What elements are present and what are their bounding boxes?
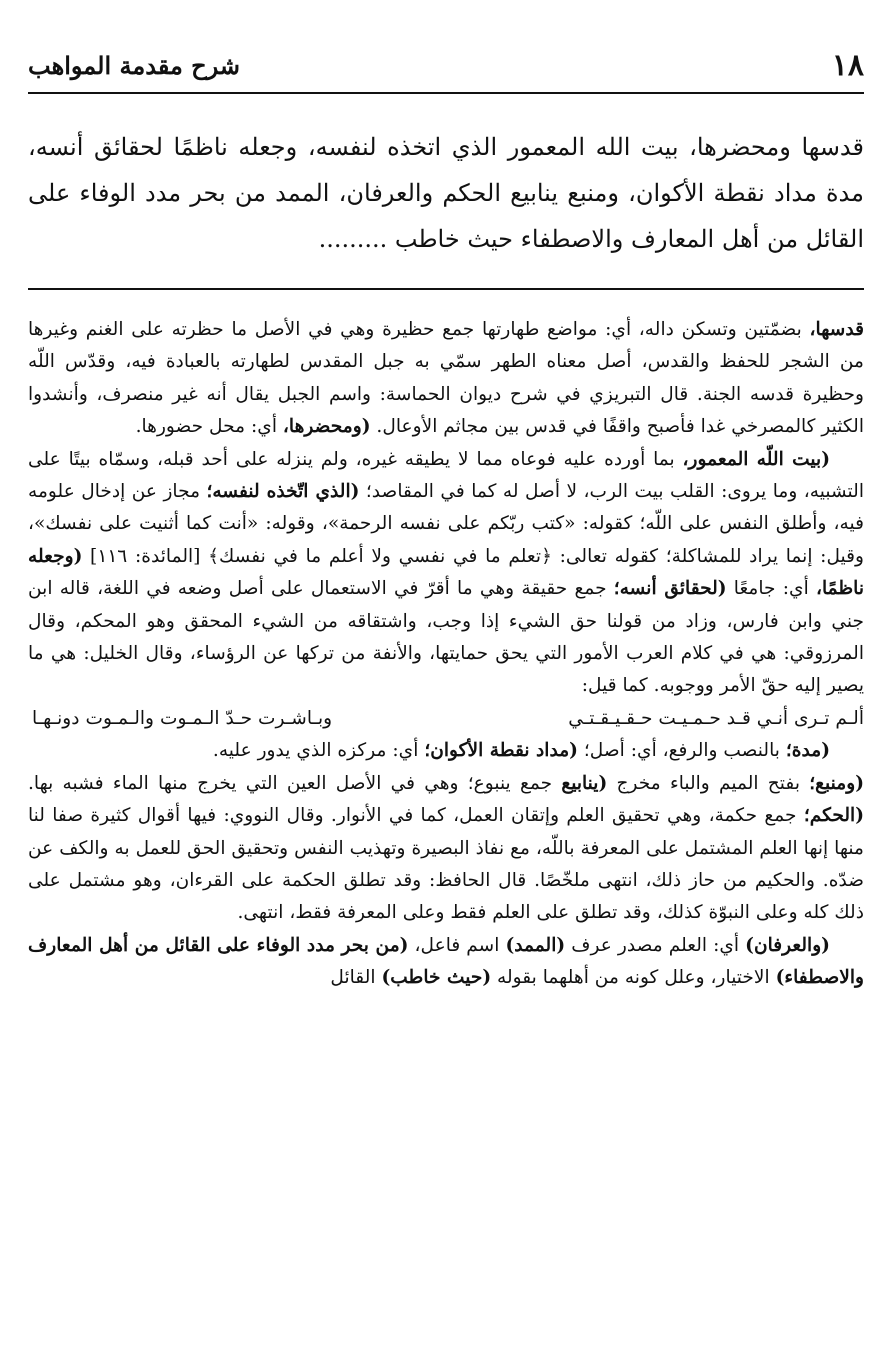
lemma: (ينابيع <box>561 772 608 794</box>
commentary-text: الاختيار، وعلل كونه من أهلهما بقوله <box>491 967 776 989</box>
commentary-paragraph <box>28 444 864 703</box>
commentary-text: أي: العلم مصدر عرف <box>565 934 746 956</box>
commentary-text: مجاز عن إدخال علومه فيه، وأطلق النفس على اللّه؛ كقوله: «كتب ربّكم على نفسه الرحمة»، وقوله: «أنت كما أثنيت على نفسك»، وقيل: إنما يراد للمشاكلة؛ كقوله تعالى: ﴿تعلم ما في نفسي ولا أعلم ما في نفسك﴾ [المائدة: ١١٦] <box>28 481 865 567</box>
page-header <box>28 36 864 86</box>
running-title: شرح مقدمة المواهب <box>28 51 241 80</box>
lemma: (الممد) <box>505 934 566 956</box>
main-text <box>28 124 864 262</box>
commentary-text: جمع ينبوع؛ وهي في الأصل العين التي يخرج منها الماء فشبه بها. <box>28 772 562 794</box>
main-text-dots: ......... <box>318 225 388 253</box>
lemma: (والعرفان) <box>745 934 830 956</box>
book-page <box>28 0 864 1364</box>
verse-hemistich-second: وبـاشـرت حـدّ الـمـوت والـمـوت دونـهـا <box>32 707 333 729</box>
main-text-body: قدسها ومحضرها، بيت الله المعمور الذي اتخذه لنفسه، وجعله ناظمًا لحقائق أنسه، مدة مداد نقطة الأكوان، ومنبع ينابيع الحكم والعرفان، الممد من بحر مدد الوفاء على القائل من أهل المعارف والاصطفاء حيث خاطب <box>28 133 864 253</box>
poetry-verse <box>28 703 864 735</box>
lemma: (الحكم؛ <box>803 805 864 827</box>
lemma: (لحقائق أنسه؛ <box>613 578 727 600</box>
commentary-text: القائل <box>330 967 382 989</box>
page-number: ١٨ <box>831 48 864 83</box>
commentary-paragraph <box>28 735 864 767</box>
lemma: (ومحضرها، <box>282 416 371 438</box>
commentary-text: اسم فاعل، <box>408 934 506 956</box>
commentary-paragraph <box>28 930 864 995</box>
commentary-text: بالنصب والرفع، أي: أصل؛ <box>577 740 786 762</box>
commentary <box>28 314 864 995</box>
commentary-paragraph <box>28 314 864 444</box>
commentary-text: أي: جامعًا <box>726 578 816 600</box>
commentary-text: أي: محل حضورها. <box>135 416 283 438</box>
lemma: (ومنبع؛ <box>809 772 864 794</box>
lemma: (مدة؛ <box>785 740 830 762</box>
main-text-paragraph <box>28 124 864 262</box>
header-rule <box>28 92 864 94</box>
commentary-text: جمع حقيقة وهي ما أقرّ في الاستعمال على أصل وضعه في اللغة، قاله ابن جني وابن فارس، وزاد من قولنا حق الشيء إذا وجب، واشتقاقه من الشيء المحقق وهو المحكم، وقال المرزوقي: هي في كلام العرب الأمور التي يحق حمايتها، والأنفة من تركها عن الرؤساء، وقال الخليل: هي ما يصير إليه حقّ الأمر ووجوبه. كما قيل: <box>28 578 864 697</box>
separator-rule <box>28 288 864 290</box>
lemma: (من بحر مدد الوفاء على القائل من أهل المعارف والاصطفاء) <box>28 934 864 989</box>
commentary-text: أي: مركزه الذي يدور عليه. <box>212 740 425 762</box>
lemma: (الذي اتّخذه لنفسه؛ <box>206 481 360 503</box>
lemma: (مداد نقطة الأكوان؛ <box>424 740 578 762</box>
lemma: (بيت اللّه المعمور، <box>682 448 830 470</box>
verse-hemistich-first: ألـم تـرى أنـي قـد حـمـيـت حـقـيـقـتـي <box>568 707 864 729</box>
commentary-text: جمع حكمة، وهي تحقيق العلم وإتقان العمل، كما في الأنوار. وقال النووي: فيها أقوال كثيرة صفا لنا منها إنها العلم المشتمل على المعرفة باللّه، مع نفاذ البصيرة وتهذيب النفس وتحقيق الحق للعمل به والكف عن ضدّه. والحكيم من حاز ذلك، انتهى ملخّصًا. قال الحافظ: وقد تطلق الحكمة على القرءان، وهو مشتمل على ذلك كله وعلى النبوّة كذلك، وقد تطلق على العلم فقط وعلى المعرفة فقط، انتهى. <box>28 805 864 924</box>
lemma: (وجعله ناظمًا، <box>28 545 864 600</box>
commentary-text: بضمّتين وتسكن داله، أي: مواضع طهارتها جمع حظيرة وهي في الأصل ما حظرته على الغنم وغيرها من الشجر للحفظ والقدس، أصل معناه الطهر سمّي به جبل المقدس لطهارته بالعبادة فيه، وقدّس اللّه وحظيرة قدسه الجنة. قال التبريزي في شرح ديوان الحماسة: واسم الجبل يقال أنه غير منصرف، وأنشدوا الكثير كالمصرخي غدا فأصبح واقفًا في قدس بين مجاثم الأوعال. <box>28 319 864 438</box>
lemma: (حيث خاطب) <box>381 967 492 989</box>
commentary-paragraph <box>28 768 864 930</box>
commentary-text: بفتح الميم والباء مخرج <box>607 772 810 794</box>
lemma: قدسها، <box>809 319 864 340</box>
commentary-text: بما أورده عليه فوعاه مما لا يطيقه غيره، ولم ينزله على أحد قبله، وسمّاه بيتًا على التشبيه، وما يروى: القلب بيت الرب، لا أصل له كما في المقاصد؛ <box>28 448 864 503</box>
